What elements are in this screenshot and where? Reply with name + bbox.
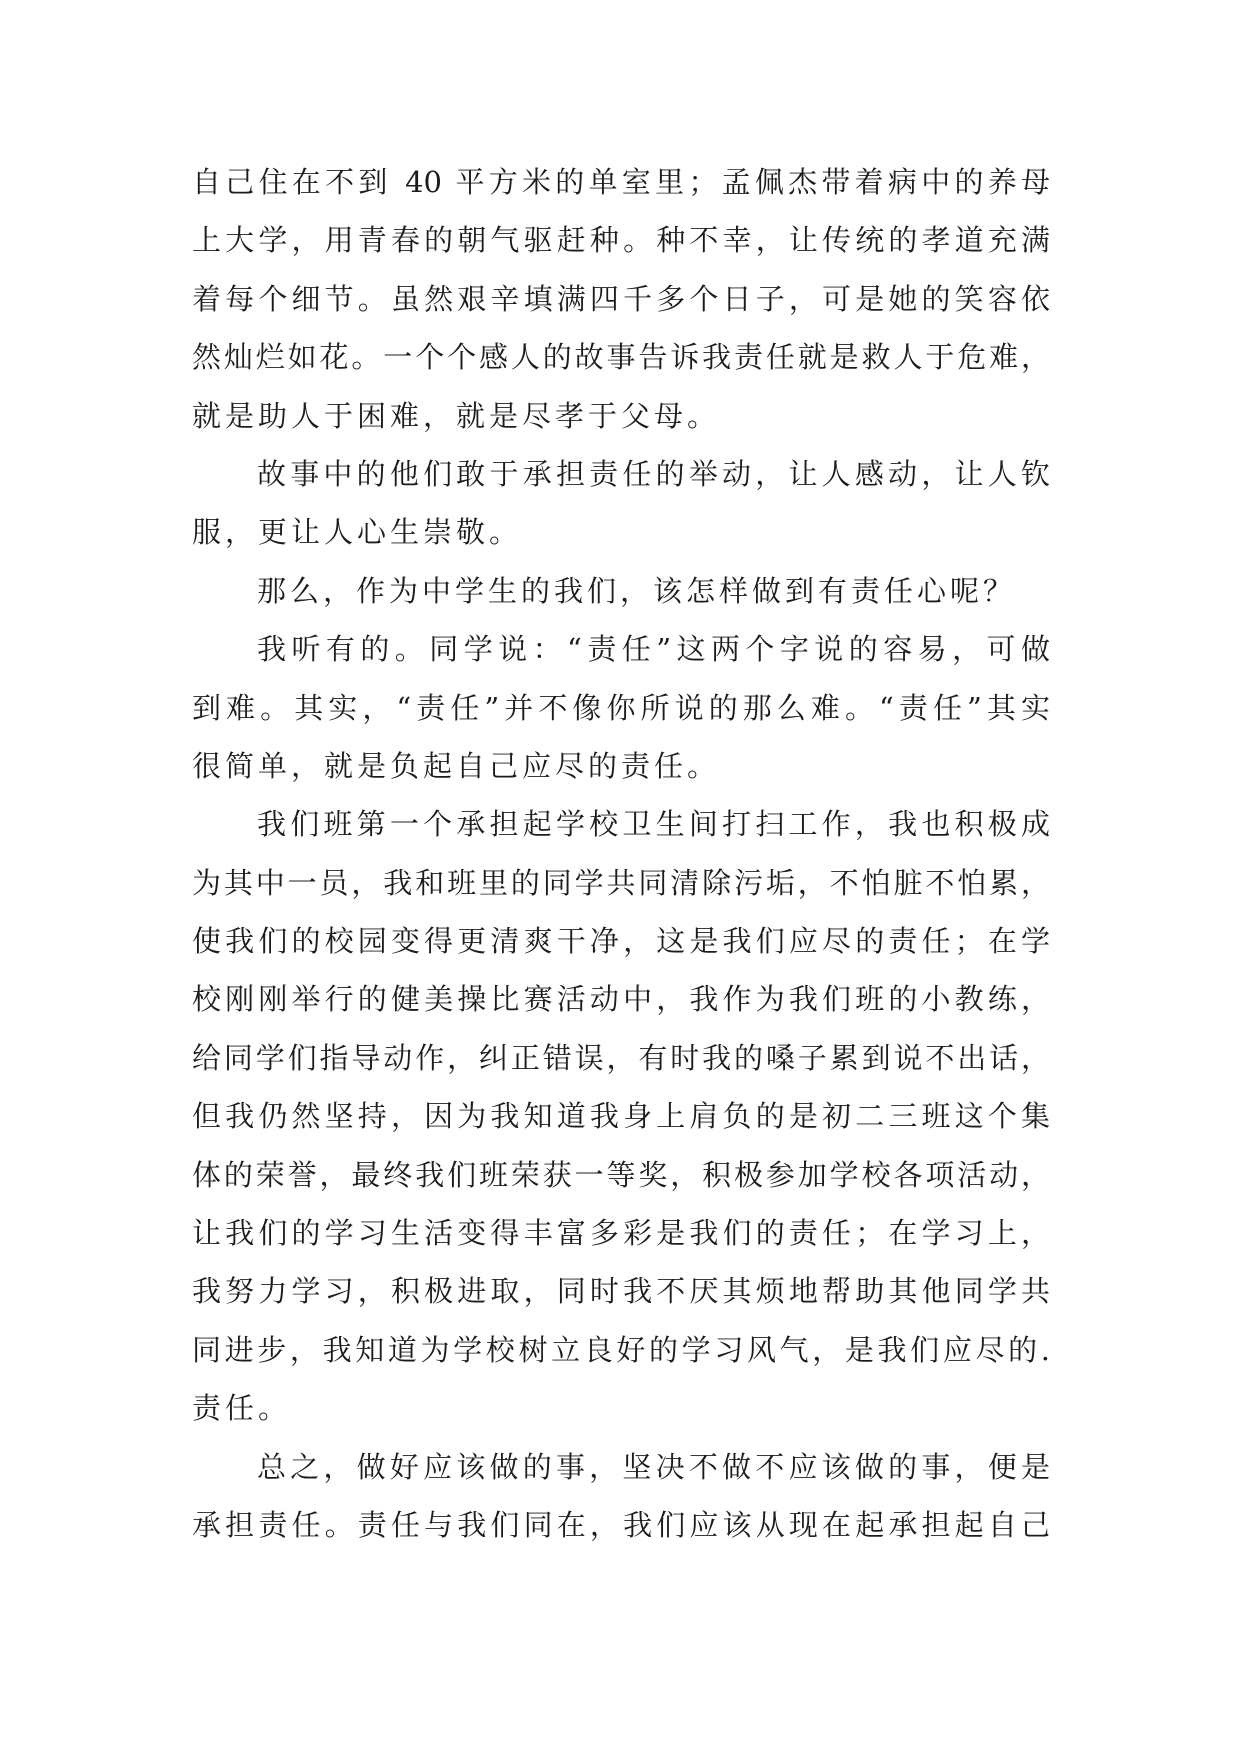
paragraph	[192, 1438, 1050, 1555]
text-line: 到难。其实，“责任”并不像你所说的那么难。“责任”其实	[192, 690, 1050, 725]
text-line: 体的荣誉，最终我们班荣获一等奖，积极参加学校各项活动，	[192, 1157, 1050, 1192]
text-line: 我们班第一个承担起学校卫生间打扫工作，我也积极成	[257, 807, 1050, 842]
text-line: 为其中一员，我和班里的同学共同清除污垢，不怕脏不怕累，	[192, 865, 1050, 900]
text-line: 就是助人于困难，就是尽孝于父母。	[192, 398, 721, 433]
text-line: 责任。	[192, 1391, 292, 1426]
text-line: 然灿烂如花。一个个感人的故事告诉我责任就是救人于危难，	[192, 340, 1050, 375]
paragraph	[192, 562, 1050, 620]
text-line: 自己住在不到 40 平方米的单室里；孟佩杰带着病中的养母	[192, 165, 1050, 199]
text-line: 我努力学习，积极进取，同时我不厌其烦地帮助其他同学共	[192, 1274, 1050, 1309]
text-line: 给同学们指导动作，纠正错误，有时我的嗓子累到说不出话，	[192, 1040, 1050, 1075]
text-line: 同进步，我知道为学校树立良好的学习风气，是我们应尽的.	[192, 1332, 1050, 1367]
text-line: 但我仍然坚持，因为我知道我身上肩负的是初二三班这个集	[192, 1099, 1050, 1134]
paragraph	[192, 620, 1050, 795]
text-line: 那么，作为中学生的我们，该怎样做到有责任心呢？	[257, 573, 1017, 608]
text-line: 校刚刚举行的健美操比赛活动中，我作为我们班的小教练，	[192, 982, 1050, 1017]
text-line: 服，更让人心生崇敬。	[192, 515, 523, 550]
text-line: 总之，做好应该做的事，坚决不做不应该做的事，便是	[257, 1449, 1050, 1484]
text-line: 着每个细节。虽然艰辛填满四千多个日子，可是她的笑容依	[192, 281, 1050, 316]
text-line: 上大学，用青春的朝气驱赶种。种不幸，让传统的孝道充满	[192, 223, 1050, 258]
text-line: 很简单，就是负起自己应尽的责任。	[192, 748, 721, 783]
text-line: 我听有的。同学说：“责任”这两个字说的容易，可做	[257, 632, 1050, 667]
text-line: 让我们的学习生活变得丰富多彩是我们的责任；在学习上，	[192, 1216, 1050, 1251]
paragraph	[192, 445, 1050, 562]
text-line: 承担责任。责任与我们同在，我们应该从现在起承担起自己	[192, 1507, 1050, 1542]
paragraph	[192, 153, 1050, 445]
text-line: 使我们的校园变得更清爽干净，这是我们应尽的责任；在学	[192, 924, 1050, 959]
text-line: 故事中的他们敢于承担责任的举动，让人感动，让人钦	[257, 456, 1050, 491]
body-text	[192, 153, 1050, 1554]
paragraph	[192, 795, 1050, 1437]
